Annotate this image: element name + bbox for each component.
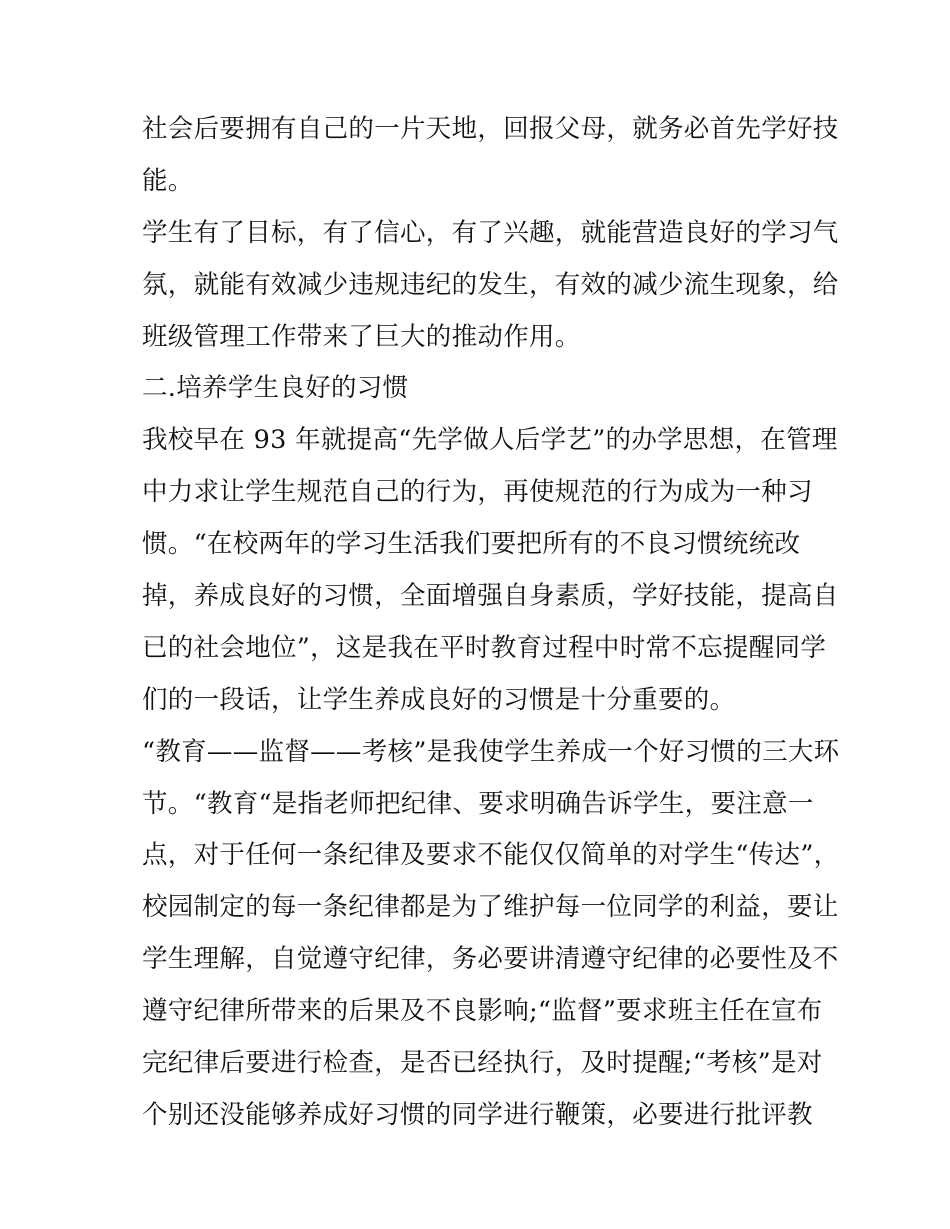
text-line: 掉，养成良好的习惯，全面增强自身素质，学好技能，提高自 [142, 581, 839, 612]
text-line: 已的社会地位”，这是我在平时教育过程中时常不忘提醒同学 [142, 632, 827, 663]
text-line: 遵守纪律所带来的后果及不良影响;“监督”要求班主任在宣布 [142, 996, 823, 1027]
text-line: 点，对于任何一条纪律及要求不能仅仅简单的对学生“传达”， [142, 840, 840, 871]
text-line: 完纪律后要进行检查，是否已经执行，及时提醒;“考核”是对 [142, 1048, 823, 1079]
text-line: 们的一段话，让学生养成良好的习惯是十分重要的。 [142, 684, 736, 715]
text-line: 我校早在 93 年就提高“先学做人后学艺”的办学思想，在管理 [142, 425, 838, 456]
document-body [142, 104, 840, 1142]
text-line: 能。 [142, 165, 194, 196]
text-line: 社会后要拥有自己的一片天地，回报父母，就务必首先学好技 [142, 114, 839, 144]
text-line: 学生理解，自觉遵守纪律，务必要讲清遵守纪律的必要性及不 [142, 944, 839, 975]
text-line: 个别还没能够养成好习惯的同学进行鞭策，必要进行批评教 [142, 1099, 813, 1130]
section-heading: 二.培养学生良好的习惯 [142, 373, 409, 404]
text-line: “教育——监督——考核”是我使学生养成一个好习惯的三大环 [142, 736, 840, 767]
text-line: 惯。“在校两年的学习生活我们要把所有的不良习惯统统改 [142, 529, 801, 560]
text-line: 学生有了目标，有了信心，有了兴趣，就能营造良好的学习气 [142, 217, 839, 248]
text-line: 中力求让学生规范自己的行为，再使规范的行为成为一种习 [142, 477, 813, 508]
text-line: 氛，就能有效减少违规违纪的发生，有效的减少流生现象，给 [142, 269, 839, 300]
text-line: 校园制定的每一条纪律都是为了维护每一位同学的利益，要让 [142, 892, 839, 923]
text-line: 节。“教育“是指老师把纪律、要求明确告诉学生，要注意一 [142, 788, 814, 819]
text-line: 班级管理工作带来了巨大的推动作用。 [142, 321, 581, 352]
